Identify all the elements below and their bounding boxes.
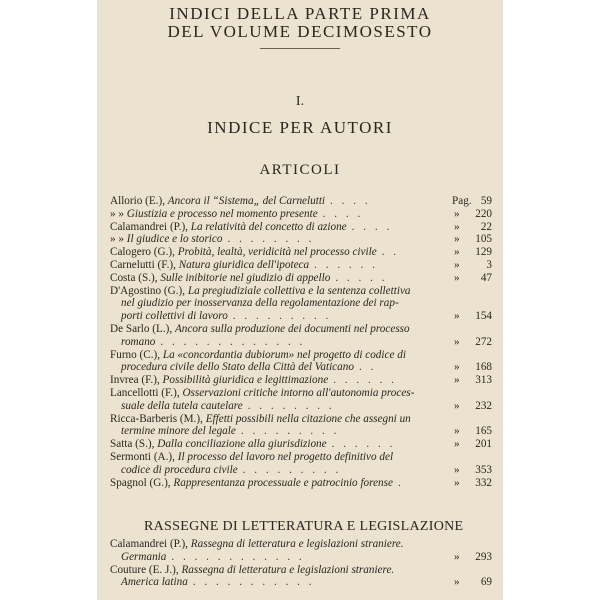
entry-title: termine minore del legale <box>121 425 236 438</box>
rassegne-title: RASSEGNE DI LETTERATURA E LEGISLAZIONE <box>144 519 464 534</box>
entry-text <box>121 400 335 413</box>
entry-page-number: 272 <box>475 335 492 348</box>
section-subtitle: ARTICOLI <box>259 162 341 178</box>
ditto-mark: » <box>454 246 460 259</box>
entry-title: Rassegna di letteratura e legislazioni straniere. <box>190 538 404 550</box>
entry-author: Lancellotti (F.), <box>110 386 180 399</box>
entry-page-number: 69 <box>480 576 492 589</box>
entry-title: La «concordantia dubiorum» nel progetto di codice di <box>162 348 406 361</box>
entry-author: Allorio (E.), <box>110 195 165 207</box>
entry-line <box>97 538 503 551</box>
entry-author: » » <box>110 207 124 220</box>
entry-title: Natura giuridica dell'ipoteca <box>178 258 310 271</box>
entry-author: Calogero (G.), <box>110 246 175 259</box>
entry-leader-dots: . . <box>358 361 377 374</box>
entry-line <box>97 246 503 259</box>
entry-leader-dots: . . . . . . . . . <box>240 425 340 438</box>
entry-page-number: 313 <box>475 374 492 387</box>
header-line-2: DEL VOLUME DECIMOSESTO <box>167 22 433 41</box>
entry-text <box>121 576 315 589</box>
entry-line <box>97 576 503 589</box>
entry-text <box>110 374 397 387</box>
entry-page-number: 3 <box>486 258 492 271</box>
entry-line <box>97 259 503 272</box>
entry-title: codice di procedura civile <box>121 463 238 476</box>
entry-page-number: 22 <box>480 220 492 233</box>
entry-title: Il processo del lavoro nel progetto definitivo del <box>177 450 394 463</box>
entry-author: Invrea (F.), <box>110 374 160 387</box>
entry-leader-dots: . . . . . . . . . . . . <box>171 550 305 563</box>
entry-author: Sermonti (A.), <box>110 450 175 463</box>
entry-page-number: 165 <box>475 425 492 438</box>
ditto-mark: » <box>454 310 460 323</box>
entry-leader-dots: . <box>397 476 404 489</box>
entry-leader-dots: . . . . . . . . . <box>242 463 342 476</box>
entry-author: Couture (E. J.), <box>110 563 179 576</box>
entry-title: Rassegna di letteratura e legislazioni straniere. <box>181 563 395 576</box>
entry-line <box>97 361 503 374</box>
entry-title: La relatività del concetto di azione <box>190 220 347 233</box>
rassegne-list <box>97 538 503 589</box>
entry-page-number: 154 <box>475 310 492 323</box>
entry-text <box>110 564 394 577</box>
ditto-mark: » <box>454 476 460 489</box>
entry-line <box>97 336 503 349</box>
ditto-mark: » <box>454 361 460 374</box>
entry-line <box>97 374 503 387</box>
entry-text <box>110 413 411 426</box>
entry-text <box>121 361 376 374</box>
entry-leader-dots: . . . . . . . . <box>247 399 335 412</box>
entry-line <box>97 551 503 564</box>
entry-line <box>97 451 503 464</box>
entry-page-number: 105 <box>475 233 492 246</box>
section-title: INDICE PER AUTORI <box>207 118 393 137</box>
ditto-mark: » <box>454 463 460 476</box>
entry-text <box>110 208 363 221</box>
entry-leader-dots: . . . . . . <box>331 438 396 451</box>
entry-title: suale della tutela cautelare <box>121 399 243 412</box>
entry-title: Ancora il “Sistema„ del Carnelutti <box>167 195 326 207</box>
entry-text <box>110 259 378 272</box>
entry-leader-dots: . . <box>381 246 400 259</box>
entry-text <box>121 297 399 310</box>
ditto-mark: » <box>454 438 460 451</box>
entry-author: Calamandrei (P.), <box>110 538 188 550</box>
entry-page-number: 232 <box>475 399 492 412</box>
entry-author: Satta (S.), <box>110 438 155 451</box>
entry-leader-dots: . . . . <box>351 220 393 233</box>
entry-line <box>97 208 503 221</box>
entry-author: » » <box>110 233 124 246</box>
entry-text <box>110 451 393 464</box>
entry-page-number: 47 <box>480 271 492 284</box>
entry-leader-dots: . . . . . . . . . . . . . <box>160 335 306 348</box>
entry-author: Spagnol (G.), <box>110 476 171 489</box>
entry-line <box>97 413 503 426</box>
entry-author: Ricca-Barberis (M.), <box>110 412 203 425</box>
entry-title: America latina <box>121 576 188 589</box>
entry-text <box>121 425 339 438</box>
entry-title: Osservazioni critiche intorno all'autonomia proces- <box>182 386 415 399</box>
entry-line <box>97 425 503 438</box>
entry-text <box>110 349 406 362</box>
ditto-mark: » <box>454 271 460 284</box>
entry-page-number: 168 <box>475 361 492 374</box>
entry-text <box>110 272 388 285</box>
ditto-mark: » <box>454 258 460 271</box>
entry-title: Ancora sulla produzione dei documenti nel processo <box>174 322 410 335</box>
entry-page-number: 201 <box>475 438 492 451</box>
entry-title: Giustizia e processo nel momento presente <box>126 207 318 220</box>
index-page <box>97 0 503 600</box>
entry-line <box>97 233 503 246</box>
entry-line <box>97 297 503 310</box>
entry-author: D'Agostino (G.), <box>110 284 186 297</box>
author-index-list <box>97 195 503 489</box>
entry-text <box>121 551 305 564</box>
entry-line <box>97 464 503 477</box>
ditto-mark: » <box>454 220 460 233</box>
entry-line <box>97 438 503 451</box>
ditto-mark: » <box>454 233 460 246</box>
entry-text <box>110 538 404 551</box>
entry-line <box>97 349 503 362</box>
entry-line <box>97 285 503 298</box>
entry-line <box>97 310 503 323</box>
entry-page-number: 59 <box>480 195 492 207</box>
entry-text <box>110 285 411 298</box>
entry-author: De Sarlo (L.), <box>110 322 173 335</box>
ditto-mark: » <box>454 207 460 220</box>
entry-line <box>97 400 503 413</box>
entry-title: porti collettivi di lavoro <box>121 310 228 323</box>
entry-title: nel giudizio per inosservanza della regolamentazione dei rap- <box>121 297 399 310</box>
entry-text <box>110 323 410 336</box>
entry-line <box>97 564 503 577</box>
entry-title: La pregiudiziale collettiva e la sentenza collettiva <box>187 284 411 297</box>
entry-leader-dots: . . . . <box>322 207 364 220</box>
entry-text <box>110 246 399 259</box>
entry-text <box>110 195 371 208</box>
entry-page-number: 332 <box>475 476 492 489</box>
entry-line <box>97 195 503 208</box>
entry-leader-dots: . . . . . . . . <box>227 233 315 246</box>
entry-title: Il giudice e lo storico <box>126 233 223 246</box>
entry-leader-dots: . . . . . <box>335 271 388 284</box>
entry-text <box>110 233 314 246</box>
entry-text <box>110 221 392 234</box>
entry-line <box>97 387 503 400</box>
entry-title: Possibilità giuridica e legittimazione <box>162 374 329 387</box>
entry-leader-dots: . . . . . . <box>314 258 378 271</box>
ditto-mark: » <box>454 399 460 412</box>
ditto-mark: » <box>454 335 460 348</box>
header-divider <box>260 48 340 49</box>
entry-line <box>97 221 503 234</box>
entry-author: Calamandrei (P.), <box>110 220 188 233</box>
ditto-mark: » <box>454 374 460 387</box>
ditto-mark: » <box>454 425 460 438</box>
entry-text <box>121 310 331 323</box>
section-number: I. <box>295 94 305 109</box>
entry-title: procedura civile dello Stato della Città del Vaticano <box>121 361 354 374</box>
ditto-mark: » <box>454 576 460 589</box>
entry-title: Sulle inibitorie nel giudizio di appello <box>160 271 331 284</box>
entry-title: Rappresentanza processuale e patrocinio forense <box>173 476 393 489</box>
page-prefix: Pag. <box>452 195 472 207</box>
entry-author: Furno (C.), <box>110 348 161 361</box>
entry-author: Costa (S.), <box>110 271 158 284</box>
entry-page-number: 129 <box>475 246 492 259</box>
entry-title: Germania <box>121 550 167 563</box>
entry-line <box>97 477 503 490</box>
entry-title: Dalla conciliazione alla giurisdizione <box>157 438 327 451</box>
entry-author: Carnelutti (F.), <box>110 258 176 271</box>
entry-title: Probità, lealtà, veridicità nel processo civile <box>177 246 377 259</box>
entry-text <box>110 477 404 490</box>
header-line-1: INDICI DELLA PARTE PRIMA <box>169 4 431 23</box>
entry-text <box>110 438 395 451</box>
entry-leader-dots: . . . . . . . . . <box>232 310 332 323</box>
entry-title: romano <box>121 335 156 348</box>
entry-line <box>97 323 503 336</box>
entry-page-number: 353 <box>475 463 492 476</box>
entry-leader-dots: . . . . . . . . . . . <box>192 576 315 589</box>
entry-text <box>121 464 341 477</box>
entry-page-number: 220 <box>475 207 492 220</box>
entry-page-number: 293 <box>475 550 492 563</box>
ditto-mark: » <box>454 550 460 563</box>
entry-line <box>97 272 503 285</box>
entry-leader-dots: . . . . <box>330 195 371 207</box>
entry-leader-dots: . . . . . . <box>333 374 397 387</box>
entry-title: Effetti possibili nella citazione che assegni un <box>205 412 411 425</box>
entry-text <box>121 336 305 349</box>
entry-text <box>110 387 414 400</box>
